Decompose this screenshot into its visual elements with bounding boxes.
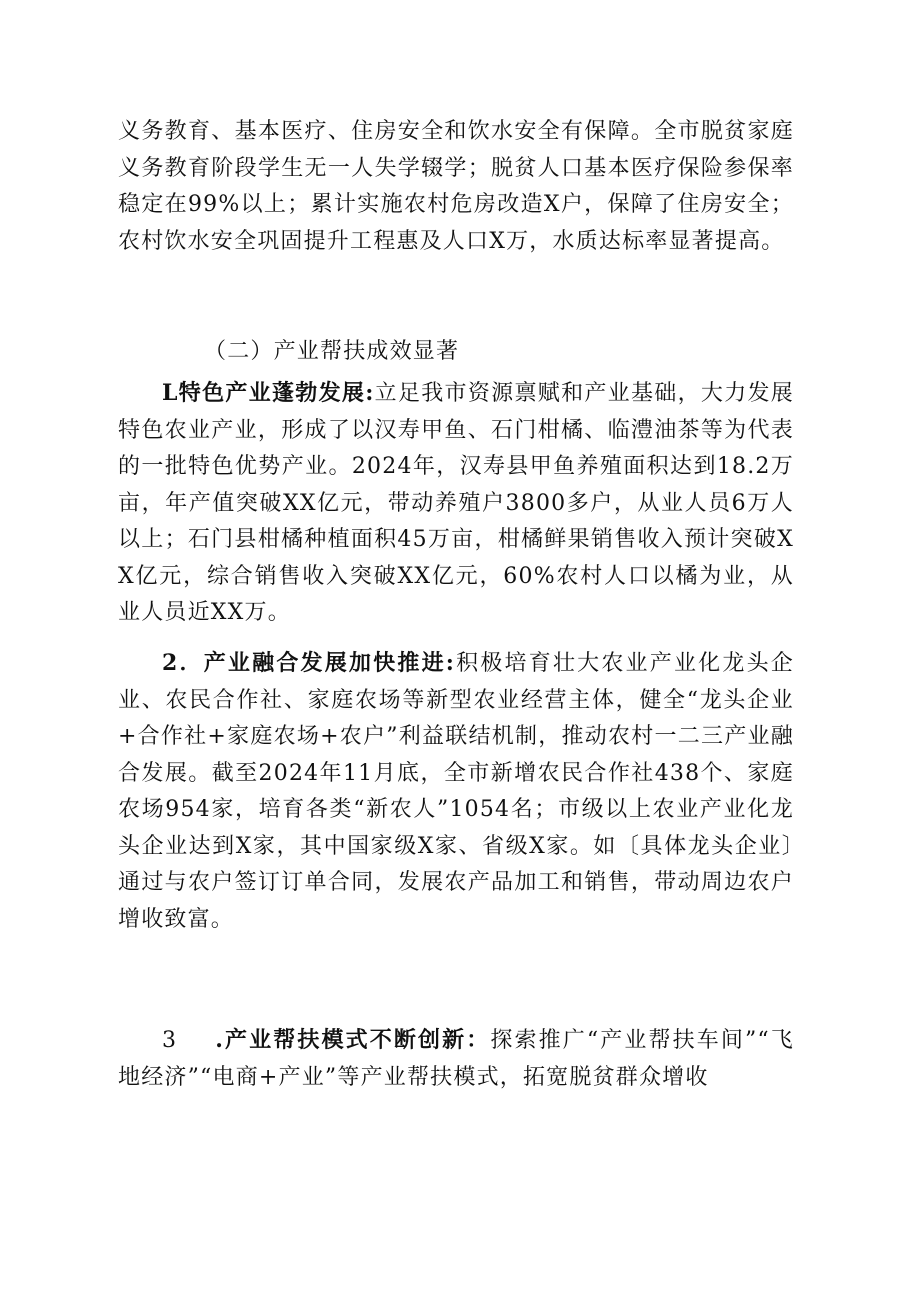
item-3-body: 探索推广“产业帮扶车间”“飞地经济”“电商+产业”等产业帮扶模式，拓宽脱贫群众增收 [118, 1028, 794, 1090]
paragraph-item-1 [118, 375, 794, 632]
paragraph-item-2 [118, 645, 794, 938]
paragraph-item-3 [118, 1022, 794, 1096]
item-1-body: 立足我市资源禀赋和产业基础，大力发展特色农业产业，形成了以汉寿甲鱼、石门柑橘、临澧油茶等为代表的一批特色优势产业。2024年，汉寿县甲鱼养殖面积达到18.2万亩，年产值突破XX亿元，带动养殖户3800多户，从业人员6万人以上；石门县柑橘种植面积45万亩，柑橘鲜果销售收入预计突破XX亿元，综合销售收入突破XX亿元，60%农村人口以橘为业，从业人员近XX万。 [118, 381, 794, 625]
paragraph-basic-guarantees: 义务教育、基本医疗、住房安全和饮水安全有保障。全市脱贫家庭义务教育阶段学生无一人失学辍学；脱贫人口基本医疗保险参保率稳定在99%以上；累计实施农村危房改造X户，保障了住房安全；农村饮水安全巩固提升工程惠及人口X万，水质达标率显著提高。 [118, 119, 794, 254]
item-3-title: .产业帮扶模式不断创新： [215, 1027, 491, 1053]
item-2-body: 积极培育壮大农业产业化龙头企业、农民合作社、家庭农场等新型农业经营主体，健全“龙头企业+合作社+家庭农场+农户”利益联结机制，推动农村一二三产业融合发展。截至2024年11月底，全市新增农民合作社438个、家庭农场954家，培育各类“新农人”1054名；市级以上农业产业化龙头企业达到X家，其中国家级X家、省级X家。如〔具体龙头企业〕通过与农户签订订单合同，发展农产品加工和销售，带动周边农户增收致富。 [118, 651, 794, 932]
item-3-number: 3 [162, 1028, 178, 1053]
section-heading: （二）产业帮扶成效显著 [204, 339, 460, 364]
item-1-title: L特色产业蓬勃发展: [162, 380, 375, 406]
item-2-title: 2．产业融合发展加快推进: [162, 650, 456, 676]
